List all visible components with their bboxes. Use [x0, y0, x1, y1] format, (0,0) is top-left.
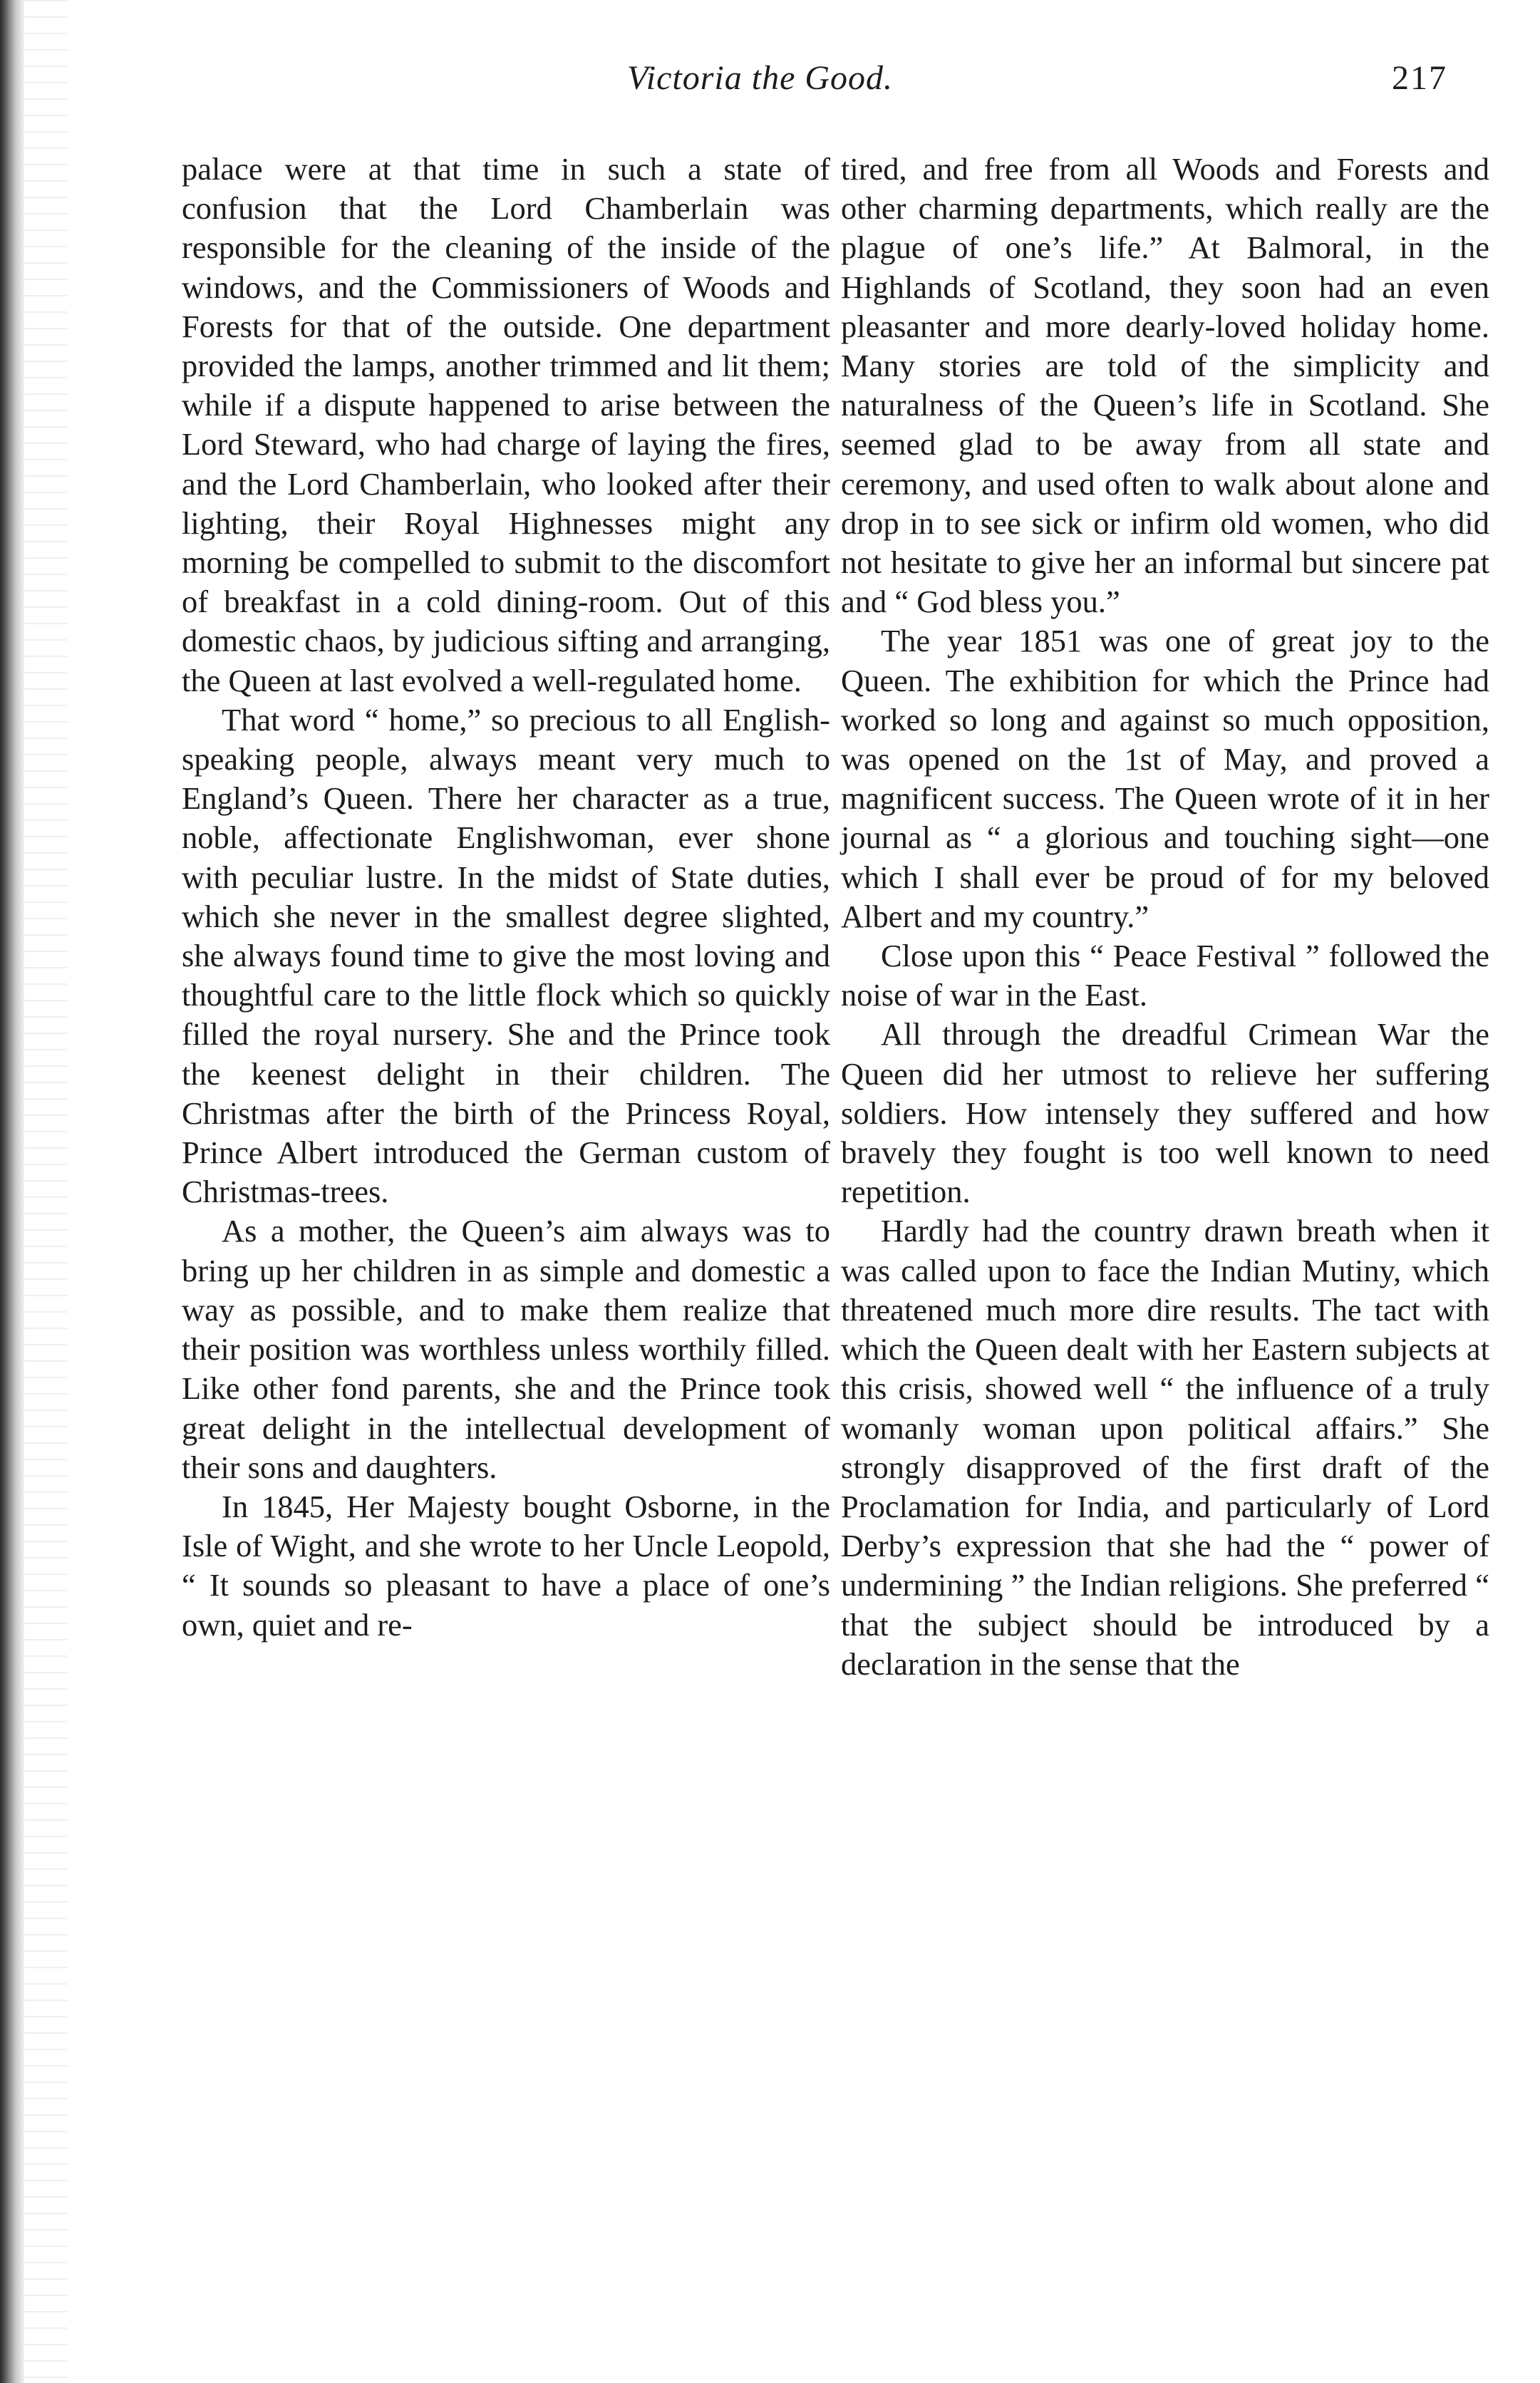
- book-spine-shadow: [0, 0, 24, 2383]
- paragraph: In 1845, Her Majesty bought Osborne, in the Isle of Wight, and she wrote to her Uncle Leopold, “ It sounds so pleasant to have a place of one’s own, quiet and re-: [182, 1488, 830, 1643]
- gutter-speckle: [24, 0, 67, 2383]
- paragraph: The year 1851 was one of great joy to the Queen. The exhibition for which the Prince had worked so long and against so much opposition, was opened on the 1st of May, and proved a magnificent success. The Queen wrote of it in her journal as “ a glorious and touching sight—one which I shall ever be proud of for my beloved Albert and my country.”: [841, 623, 1489, 934]
- paragraph: palace were at that time in such a state of confusion that the Lord Chamberlain was responsible for the cleaning of the inside of the windows, and the Commissioners of Woods and Forests for that of the outside. One department provided the lamps, another trimmed and lit them; while if a dispute happened to arise between the Lord Steward, who had charge of laying the fires, and the Lord Chamberlain, who looked after their lighting, their Royal Highnesses might any morning be compelled to submit to the discomfort of breakfast in a cold dining-room. Out of this domestic chaos, by judicious sifting and arranging, the Queen at last evolved a well-regulated home.: [182, 151, 830, 698]
- page-number: 217: [1392, 59, 1447, 97]
- right-column: [841, 150, 1489, 1684]
- paragraph: Close upon this “ Peace Festival ” followed the noise of war in the East.: [841, 938, 1489, 1013]
- paragraph: Hardly had the country drawn breath when it was called upon to face the Indian Mutiny, which threatened much more dire results. The tact with which the Queen dealt with her Eastern subjects at this crisis, showed well “ the influence of a truly womanly woman upon political affairs.” She strongly disapproved of the first draft of the Proclamation for India, and particularly of Lord Derby’s expression that she had the “ power of undermining ” the Indian religions. She preferred “ that the subject should be introduced by a declaration in the sense that the: [841, 1213, 1489, 1682]
- paragraph: As a mother, the Queen’s aim always was to bring up her children in as simple and domestic a way as possible, and to make them realize that their position was worthless unless worthily filled. Like other fond parents, she and the Prince took great delight in the intellectual development of their sons and daughters.: [182, 1213, 830, 1485]
- left-column: [182, 150, 830, 1645]
- running-title: Victoria the Good.: [627, 59, 894, 97]
- paragraph: tired, and free from all Woods and Forests and other charming departments, which really are the plague of one’s life.” At Balmoral, in the Highlands of Scotland, they soon had an even pleasanter and more dearly-loved holiday home. Many stories are told of the simplicity and naturalness of the Queen’s life in Scotland. She seemed glad to be away from all state and ceremony, and used often to walk about alone and drop in to see sick or infirm old women, who did not hesitate to give her an informal but sincere pat and “ God bless you.”: [841, 151, 1489, 620]
- paragraph: That word “ home,” so precious to all English-speaking people, always meant very much to England’s Queen. There her character as a true, noble, affectionate Englishwoman, ever shone with peculiar lustre. In the midst of State duties, which she never in the smallest degree slighted, she always found time to give the most loving and thoughtful care to the little flock which so quickly filled the royal nursery. She and the Prince took the keenest delight in their children. The Christmas after the birth of the Princess Royal, Prince Albert introduced the German custom of Christmas-trees.: [182, 701, 830, 1210]
- paragraph: All through the dreadful Crimean War the Queen did her utmost to relieve her suffering soldiers. How intensely they suffered and how bravely they fought is too well known to need repetition.: [841, 1016, 1489, 1210]
